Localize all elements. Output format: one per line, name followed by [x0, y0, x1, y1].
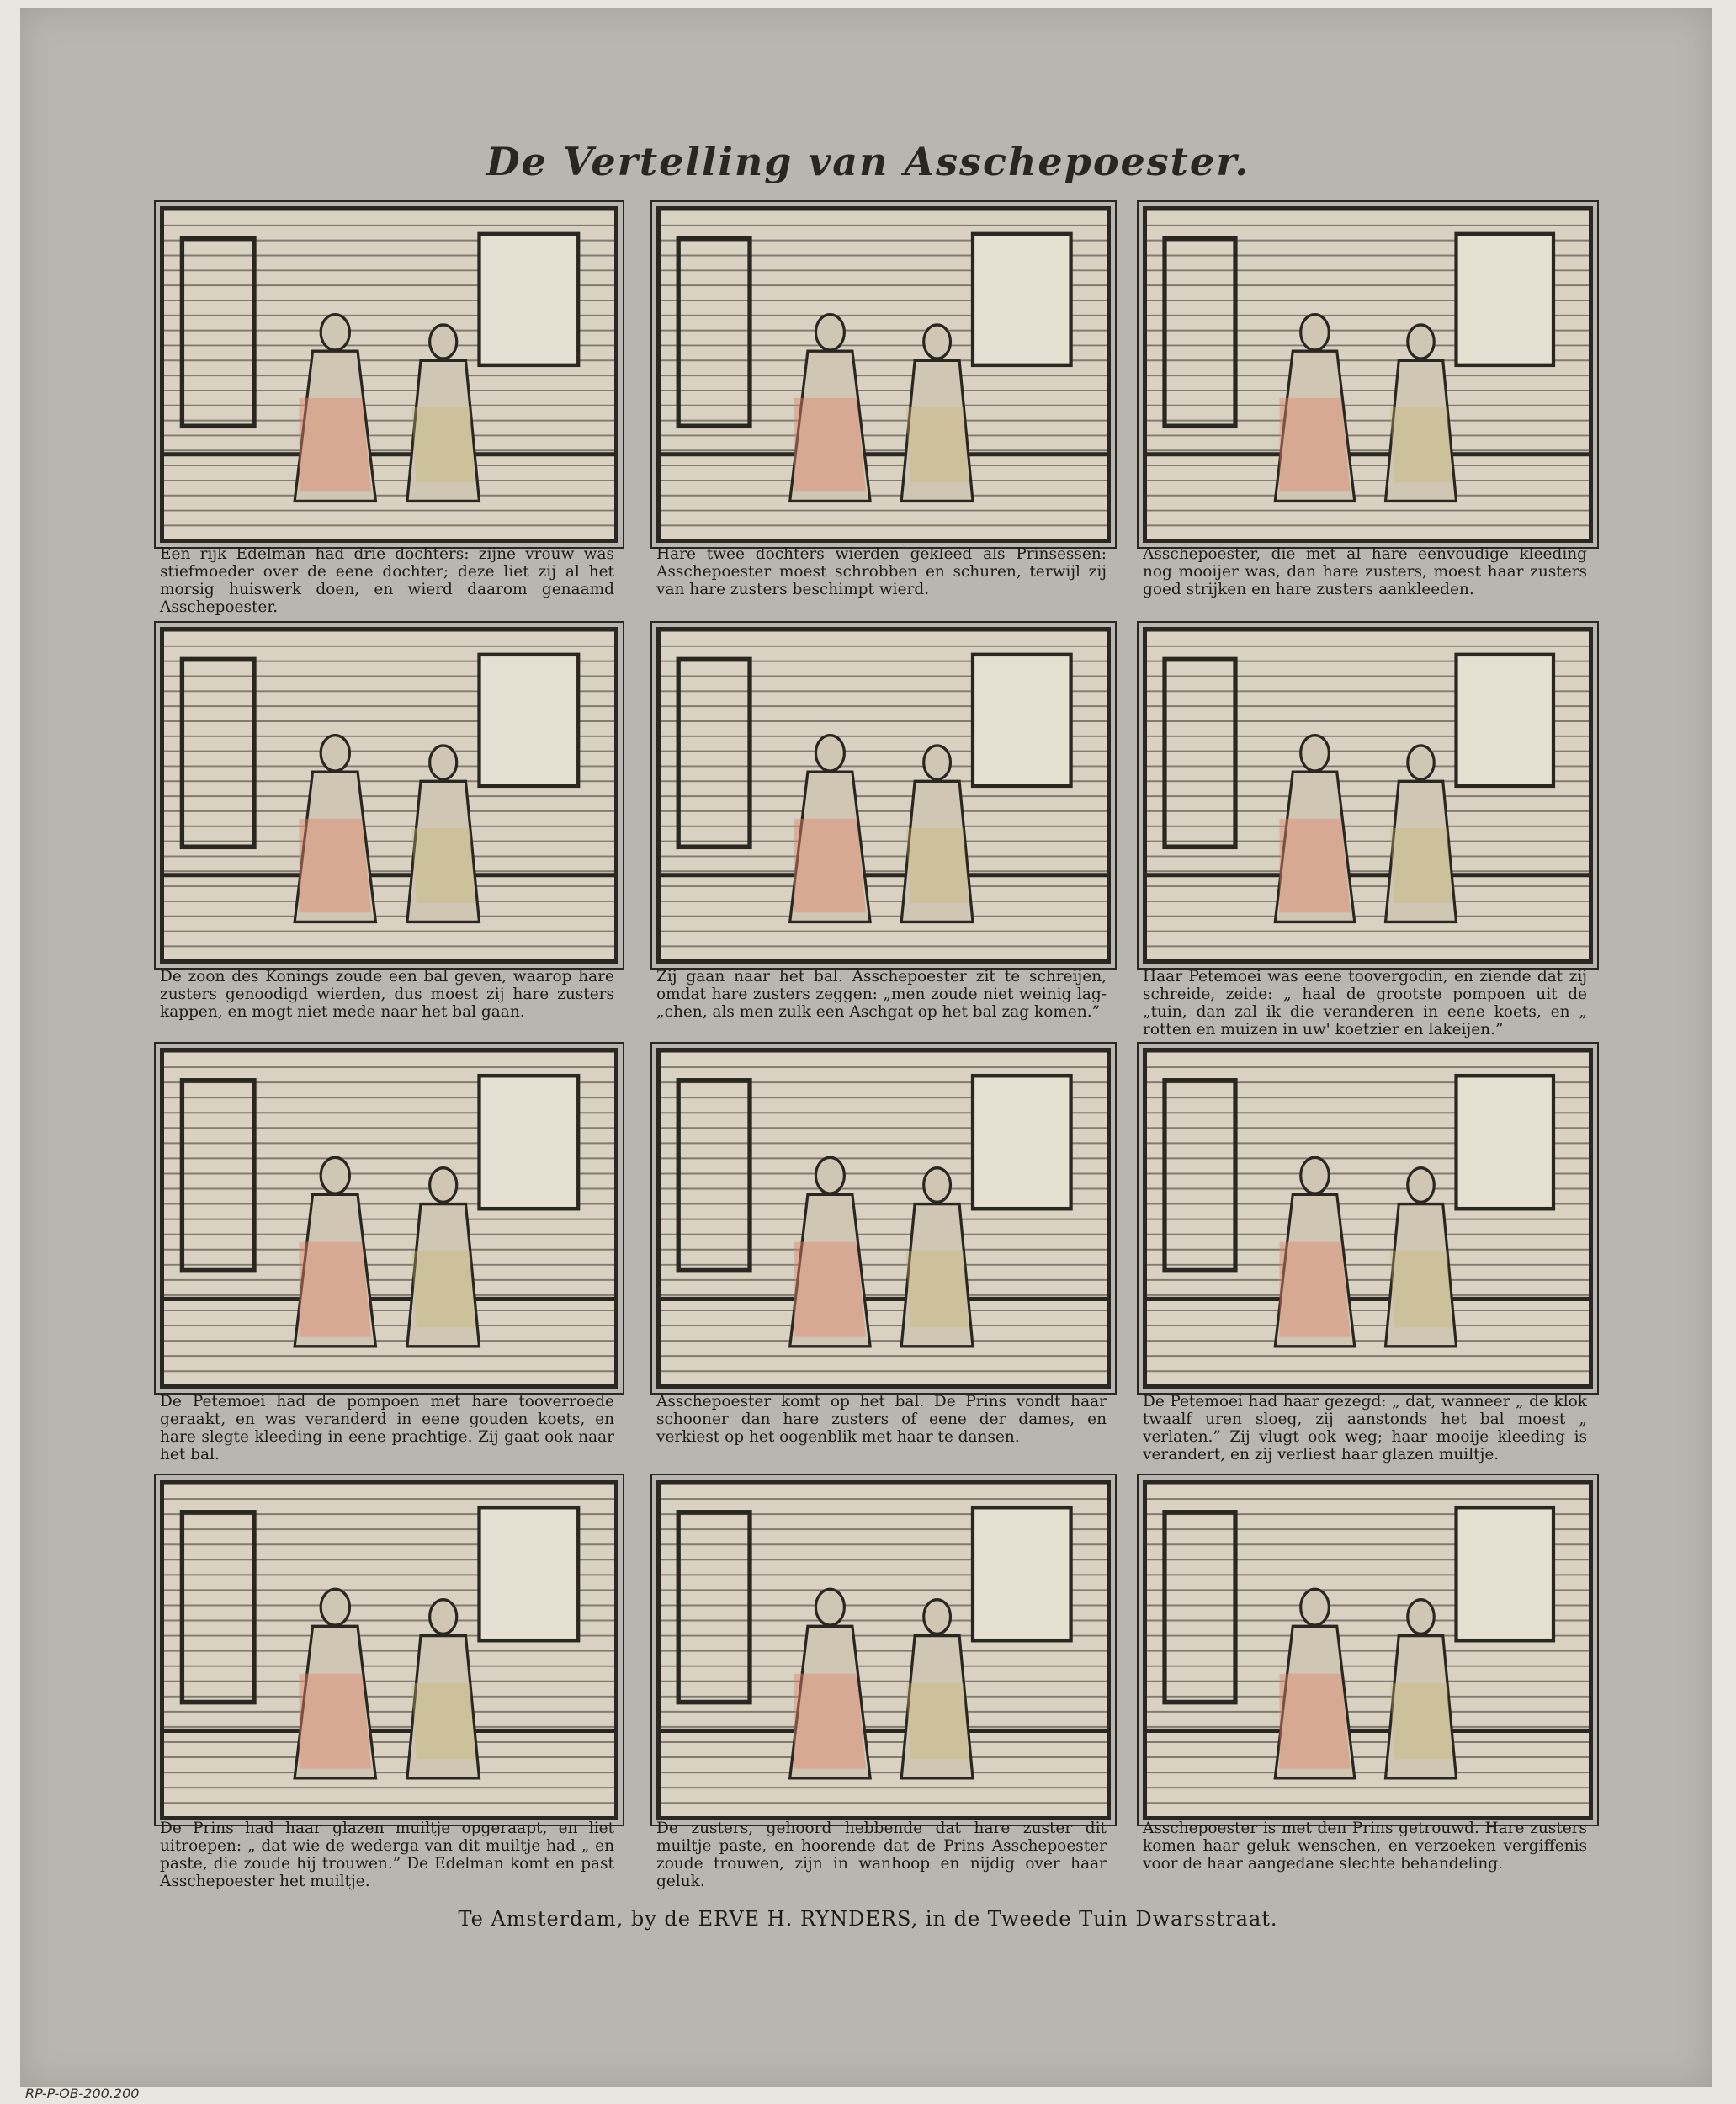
panel-caption-8: Asschepoester komt op het bal. De Prins vondt haar schooner dan hare zusters of eene der dames, en verkiest op het oogenblik met haar te dansen. — [656, 1393, 1107, 1446]
sheet-title: De Vertelling van Asschepoester. — [486, 139, 1250, 184]
illustration-panel-12 — [1143, 1480, 1593, 1820]
illustration-panel-4 — [160, 627, 618, 964]
panel-caption-11: De zusters, gehoord hebbende dat hare zuster dit muiltje paste, en hoorende dat de Prins Asschepoester zoude trouwen, zijn in wanhoop en nijdig over haar geluk. — [656, 1820, 1107, 1890]
illustration-panel-7 — [160, 1048, 618, 1389]
panel-caption-5: Zij gaan naar het bal. Asschepoester zit te schreijen, omdat hare zusters zeggen: „men zoude niet weinig lag- „chen, als men zulk een Aschgat op het bal zag komen.” — [656, 968, 1107, 1021]
illustration-panel-2 — [656, 206, 1111, 543]
panel-caption-10: De Prins had haar glazen muiltje opgeraapt, en liet uitroepen: „ dat wie de wederga van dit muiltje had „ en paste, die zoude hij trouwen.” De Edelman komt en past Asschepoester het muiltje. — [160, 1820, 614, 1890]
panel-caption-12: Asschepoester is met den Prins getrouwd. Hare zusters komen haar geluk wenschen, en verzoeken vergiffenis voor de haar aangedane slechte behandeling. — [1143, 1820, 1587, 1873]
illustration-panel-10 — [160, 1480, 618, 1820]
inventory-number: RP-P-OB-200.200 — [25, 2085, 140, 2101]
panel-caption-1: Een rijk Edelman had drie dochters: zijne vrouw was stiefmoeder over de eene dochter; deze liet zij al het morsig huiswerk doen, en wierd daarom genaamd Asschepoester. — [160, 545, 614, 616]
illustration-panel-8 — [656, 1048, 1111, 1389]
panel-caption-6: Haar Petemoei was eene toovergodin, en ziende dat zij schreide, zeide: „ haal de grootste pompoen uit de „tuin, dan zal ik die veranderen in eene koets, en „ rotten en muizen in uw' koetzier en lakeijen.” — [1143, 968, 1587, 1039]
panel-caption-9: De Petemoei had haar gezegd: „ dat, wanneer „ de klok twaalf uren sloeg, zij aanstonds het bal moest „ verlaten.” Zij vlugt ook weg; haar mooije kleeding is verandert, en zij verliest haar glazen muiltje. — [1143, 1393, 1587, 1464]
illustration-panel-6 — [1143, 627, 1593, 964]
illustration-panel-5 — [656, 627, 1111, 964]
panel-caption-4: De zoon des Konings zoude een bal geven, waarop hare zusters genoodigd wierden, dus moest zij hare zusters kappen, en mogt niet mede naar het bal gaan. — [160, 968, 614, 1021]
illustration-panel-11 — [656, 1480, 1111, 1820]
panel-caption-3: Asschepoester, die met al hare eenvoudige kleeding nog mooijer was, dan hare zusters, moest haar zusters goed strijken en hare zusters aankleeden. — [1143, 545, 1587, 598]
panel-caption-2: Hare twee dochters wierden gekleed als Prinsessen: Asschepoester moest schrobben en schuren, terwijl zij van hare zusters beschimpt wierd. — [656, 545, 1107, 598]
panel-caption-7: De Petemoei had de pompoen met hare tooverroede geraakt, en was veranderd in eene gouden koets, en hare slegte kleeding in eene prachtige. Zij gaat ook naar het bal. — [160, 1393, 614, 1464]
illustration-panel-3 — [1143, 206, 1593, 543]
publisher-imprint: Te Amsterdam, by de ERVE H. RYNDERS, in de Tweede Tuin Dwarsstraat. — [458, 1907, 1278, 1931]
illustration-panel-1 — [160, 206, 618, 543]
illustration-panel-9 — [1143, 1048, 1593, 1389]
